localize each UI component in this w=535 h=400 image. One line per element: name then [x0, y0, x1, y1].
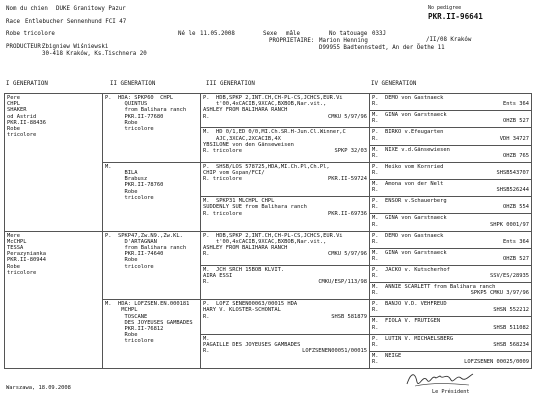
gen1-dam: [5, 231, 103, 369]
gen3-line: M. SPKP31 MLCHPL CHPL: [203, 198, 275, 205]
gen4-name: P. DEMO von Gastnaeck: [372, 232, 444, 239]
gen1-line: TESSA: [7, 244, 24, 251]
gen4-reg-prefix: R.: [372, 341, 379, 348]
gen4-registration: [372, 325, 529, 331]
gen4-name: M. GINA von Garstnaeck: [372, 249, 447, 256]
gen2-cell: [103, 231, 201, 300]
gen2-line: P. HDA: SPKP60 CHPL: [105, 95, 174, 101]
gen4-registration: [372, 136, 529, 142]
gen4-registration: [372, 342, 529, 348]
gen4-cell: [370, 145, 532, 162]
gen4-name: P. Heiko vom Kornried: [372, 163, 444, 170]
gen3-line: P. HDB,SPKP 2,INT.CH,CH-PL-CS,JCHCS,EUR.Vi: [203, 232, 343, 239]
gen3-colour: R.: [203, 313, 210, 320]
pedigree-label: No pedigree: [428, 5, 462, 11]
gen3-line: t'00,4xCACIB,9XCAC,BXBOB,Nar.vit.,: [203, 101, 327, 108]
pedigree-row: [5, 231, 532, 248]
gen2-line: PKR.II-74640: [105, 251, 164, 258]
birth-label: Né le: [178, 31, 196, 37]
gen1-line: tricolore: [7, 269, 37, 276]
gen3-cell: [201, 334, 370, 368]
gen1-line: CHPL: [7, 101, 20, 108]
gen2-line: PKR.II-76812: [105, 326, 164, 333]
gen4-name: P. LUTIN V. MICHAELSBERG: [372, 335, 454, 342]
gen1-sire: [5, 94, 103, 232]
gen4-reg-prefix: R.: [372, 290, 379, 297]
gen3-line: M. HD 0/1,ED 0/0,MI.Ch.SR.H-Jun.Cl.Winner,C: [203, 129, 346, 136]
gen4-reg-prefix: R.: [372, 255, 379, 262]
gen2-line: tricolore: [105, 194, 154, 201]
colour: Robe tricolore: [6, 31, 55, 37]
gen3-registration: [203, 114, 367, 120]
pedigree-row: [5, 94, 532, 111]
gen4-reg-prefix: R.: [372, 118, 379, 125]
gen4-reg-number: SSV/ES/28935: [490, 273, 529, 280]
gen2-line: M.: [105, 163, 112, 170]
gen4-reg-number: SPKP5 CMKU 3/97/96: [470, 290, 529, 297]
gen2-line: MCHPL: [105, 307, 138, 314]
gen3-colour: R.: [203, 279, 210, 286]
gen-heading-4: IV GENERATION: [371, 81, 417, 87]
gen4-reg-number: SHPK 0001/97: [490, 221, 529, 228]
gen1-line: PKR.II-88436: [7, 119, 46, 126]
gen4-reg-number: OHZB 527: [503, 255, 529, 262]
gen4-name: M. GINA von Garstnaeck: [372, 112, 447, 119]
gen-heading-3: III GENERATION: [206, 81, 255, 87]
gen4-name: M. ANNIE SCARLETT from Balihara ranch: [372, 284, 496, 291]
place-date: Warszawa, 18.09.2008: [6, 385, 71, 391]
gen4-registration: [372, 273, 529, 279]
tattoo-label: No tatouage: [329, 31, 368, 37]
gen4-registration: [372, 187, 529, 193]
gen4-cell: [370, 94, 532, 111]
gen3-line: M. JCH SRCH 15BOB KLVIT.: [203, 266, 285, 273]
gen4-cell: [370, 162, 532, 179]
gen4-registration: [372, 359, 529, 365]
gen4-registration: [372, 256, 529, 262]
gen3-colour: R. tricolore: [203, 176, 242, 183]
gen3-line: ASHLEY FROM BALIHARA RANCH: [203, 244, 288, 251]
gen4-name: M. Amona von der Nelt: [372, 180, 444, 187]
gen3-registration: [203, 314, 367, 320]
gen3-reg-number: CMKU 5/97/96: [328, 113, 367, 120]
gen2-line: tricolore: [105, 126, 154, 133]
gen4-registration: [372, 290, 529, 296]
issue-reference: /II/08 Kraków: [426, 37, 472, 43]
gen3-cell: [201, 128, 370, 162]
gen4-registration: [372, 101, 529, 107]
gen-heading-2: II GENERATION: [110, 81, 156, 87]
gen4-name: P. BANJO V.D. VEHFREUD: [372, 301, 447, 308]
gen3-line: P. SHSB/LOS 578725,HDA,MI.Ch.Pl,Ch.Pl,: [203, 163, 330, 170]
gen3-reg-number: CMKU 5/97/96: [328, 251, 367, 258]
gen4-reg-prefix: R.: [372, 359, 379, 366]
gen2-line: TOSCANE: [105, 313, 148, 320]
gen2-line: tricolore: [105, 338, 154, 345]
gen4-reg-number: OHZB 765: [503, 152, 529, 159]
producer-address: 30-418 Kraków, Ks.Tischnera 20: [42, 51, 147, 57]
gen3-colour: R.: [203, 251, 210, 258]
gen4-name: M. GINA von Garstnaeck: [372, 215, 447, 222]
gen3-cell: [201, 94, 370, 128]
gen3-line: t'00,4xCACIB,9XCAC,BXBOB,Nar.vit.,: [203, 238, 327, 245]
gen1-line: SHAKER: [7, 107, 27, 114]
gen4-reg-prefix: R.: [372, 273, 379, 280]
gen4-registration: [372, 170, 529, 176]
owner-name: Marion Henning: [319, 38, 368, 44]
gen4-reg-number: SHSB 568234: [493, 341, 529, 348]
tattoo: 033J: [372, 31, 386, 37]
gen4-cell: [370, 248, 532, 265]
gen3-colour: R. tricolore: [203, 147, 242, 154]
gen4-registration: [372, 239, 529, 245]
gen2-line: from Balihara ranch: [105, 107, 187, 114]
gen4-reg-prefix: R.: [372, 135, 379, 142]
gen4-cell: [370, 231, 532, 248]
gen3-registration: [203, 348, 367, 354]
gen4-reg-number: SHSB526244: [496, 187, 529, 194]
birth-date: 11.05.2008: [200, 31, 235, 37]
gen3-line: YBSILONE von den Gänseweisen: [203, 141, 294, 148]
gen4-name: P. DEMO von Gastnaeck: [372, 95, 444, 101]
pedigree-table: [4, 93, 532, 369]
sex: mâle: [286, 31, 300, 37]
gen4-cell: [370, 111, 532, 128]
gen1-line: Robe: [7, 263, 20, 270]
gen3-line: CHIP vom Gspan/FCI/: [203, 169, 265, 176]
gen1-line: Mere: [7, 232, 20, 239]
gen2-line: Robe: [105, 332, 138, 339]
gen2-line: PKR.II-78760: [105, 182, 164, 189]
gen3-line: SUDDENLY SUE from Balihara ranch: [203, 204, 307, 211]
gen3-line: AJC,3XCAC,2XCACIB,4X: [203, 135, 281, 142]
gen4-cell: [370, 197, 532, 214]
breed-label: Race: [6, 19, 20, 25]
gen4-reg-prefix: R.: [372, 238, 379, 245]
gen2-cell: [103, 94, 201, 163]
gen3-reg-number: LOFZSENEN00051/00015: [302, 348, 367, 355]
gen2-line: D'ARTAGNAN: [105, 238, 157, 245]
gen1-line: Pere: [7, 95, 20, 101]
gen2-line: M. HDA: LOFZSEN.EN.000181: [105, 301, 190, 308]
gen3-registration: [203, 279, 367, 285]
gen4-reg-prefix: R.: [372, 307, 379, 314]
gen2-line: from Balihara ranch: [105, 244, 187, 251]
gen1-line: tricolore: [7, 132, 37, 139]
gen3-registration: [203, 251, 367, 257]
gen3-registration: [203, 211, 367, 217]
gen4-reg-prefix: R.: [372, 152, 379, 159]
owner-label: PROPRIETAIRE:: [269, 38, 315, 44]
gen4-reg-prefix: R.: [372, 101, 379, 108]
president-label: Le Président: [432, 389, 470, 395]
gen4-registration: [372, 307, 529, 313]
gen2-line: Robe: [105, 188, 138, 195]
gen1-line: PKR.II-80944: [7, 257, 46, 264]
gen2-line: tricolore: [105, 263, 154, 270]
gen3-colour: R.: [203, 348, 210, 355]
gen3-reg-number: SHSB 581879: [331, 313, 367, 320]
gen3-cell: [201, 300, 370, 334]
gen4-name: P. BIRKO v.Efeugarten: [372, 129, 444, 136]
gen3-cell: [201, 162, 370, 196]
gen2-cell: [103, 162, 201, 231]
gen3-colour: R. tricolore: [203, 210, 242, 217]
gen1-line: McCHPL: [7, 238, 27, 245]
gen3-line: AIRA ESSI: [203, 273, 233, 280]
gen2-line: Robe: [105, 119, 138, 126]
gen4-cell: [370, 317, 532, 334]
gen4-name: M. NEIGE: [372, 352, 402, 359]
gen2-line: Robe: [105, 257, 138, 264]
gen3-cell: [201, 265, 370, 299]
gen3-line: HARY V. KLOSTER-SCHONTAL: [203, 307, 281, 314]
gen3-reg-number: PKR.II-69736: [328, 210, 367, 217]
gen2-line: P. SPKP47,Zw.N9.,Zw.KL.: [105, 232, 183, 239]
dog-name: DUKE Granitowy Pazur: [56, 6, 126, 12]
gen4-registration: [372, 118, 529, 124]
gen4-reg-prefix: R.: [372, 169, 379, 176]
gen4-name: M. FIOLA V. FRUTIGEN: [372, 318, 441, 325]
gen3-colour: R.: [203, 113, 210, 120]
gen2-line: PKR.II-77680: [105, 113, 164, 120]
gen4-cell: [370, 300, 532, 317]
gen3-line: ASHLEY FROM BALIHARA RANCH: [203, 107, 288, 114]
gen-heading-1: I GENERATION: [6, 81, 48, 87]
gen3-line: P. HDB,SPKP 2,INT.CH,CH-PL-CS,JCHCS,EUR.Vi: [203, 95, 343, 101]
gen3-registration: [203, 148, 367, 154]
dog-name-label: Nom du chien: [6, 6, 48, 12]
gen4-cell: [370, 334, 532, 351]
gen4-reg-prefix: R.: [372, 221, 379, 228]
gen4-cell: [370, 214, 532, 231]
breed: Entlebucher Sennenhund FCI 47: [25, 19, 127, 25]
gen3-cell: [201, 197, 370, 231]
gen4-cell: [370, 265, 532, 282]
gen4-cell: [370, 179, 532, 196]
gen4-name: P. JACKO v. Kutscherhof: [372, 266, 450, 273]
gen3-reg-number: SPKP 32/03: [334, 147, 367, 154]
gen4-cell: [370, 351, 532, 368]
gen1-line: Perazynianka: [7, 251, 46, 258]
gen4-registration: [372, 204, 529, 210]
gen4-reg-number: SHSB 511082: [493, 324, 529, 331]
gen1-line: Robe: [7, 126, 20, 133]
gen4-reg-prefix: R.: [372, 324, 379, 331]
gen3-line: M.: [203, 335, 210, 342]
producer-name: Zbigniew Wiśniewski: [42, 44, 109, 50]
president-signature: [405, 368, 475, 390]
gen3-reg-number: CMKU/ESP/113/98: [318, 279, 367, 286]
gen4-reg-number: OHZB 554: [503, 204, 529, 211]
producer-label: PRODUCTEUR:: [6, 44, 45, 50]
gen4-registration: [372, 153, 529, 159]
gen2-line: BILA: [105, 169, 138, 176]
gen4-name: P. ENSOR v.Schauerberg: [372, 198, 447, 205]
gen4-reg-number: OHZB 527: [503, 118, 529, 125]
gen3-line: P. LOFZ SENEN00063/00015 HDA: [203, 301, 298, 308]
gen3-line: PAGAILLE DES JOYEUSES GAMBADES: [203, 341, 301, 348]
gen4-reg-number: VDH 34727: [499, 135, 529, 142]
gen1-line: od Astrid: [7, 113, 37, 120]
gen4-reg-number: Ents 364: [503, 101, 529, 108]
gen4-reg-number: LOFZSENEN 00025/0009: [464, 359, 529, 366]
gen4-reg-prefix: R.: [372, 187, 379, 194]
sex-label: Sexe: [263, 31, 277, 37]
gen2-line: Brabusz: [105, 176, 148, 183]
gen4-cell: [370, 128, 532, 145]
gen4-reg-prefix: R.: [372, 204, 379, 211]
gen3-registration: [203, 176, 367, 182]
gen2-line: DES JOYEUSES GAMBADES: [105, 319, 193, 326]
owner-address: D99955 Badtennstedt, An der Öethe 11: [319, 45, 445, 51]
gen4-reg-number: SHSN 552212: [493, 307, 529, 314]
gen3-cell: [201, 231, 370, 265]
gen4-reg-number: Ents 364: [503, 238, 529, 245]
gen4-reg-number: SHSB543707: [496, 169, 529, 176]
gen2-line: QUINTUS: [105, 101, 148, 108]
gen4-registration: [372, 222, 529, 228]
gen3-reg-number: PKR.II-59724: [328, 176, 367, 183]
gen4-name: M. NIXE v.d.Gänsewiesen: [372, 146, 450, 153]
pedigree-number: PKR.II-96641: [428, 12, 483, 21]
gen2-cell: [103, 300, 201, 369]
gen4-cell: [370, 283, 532, 300]
